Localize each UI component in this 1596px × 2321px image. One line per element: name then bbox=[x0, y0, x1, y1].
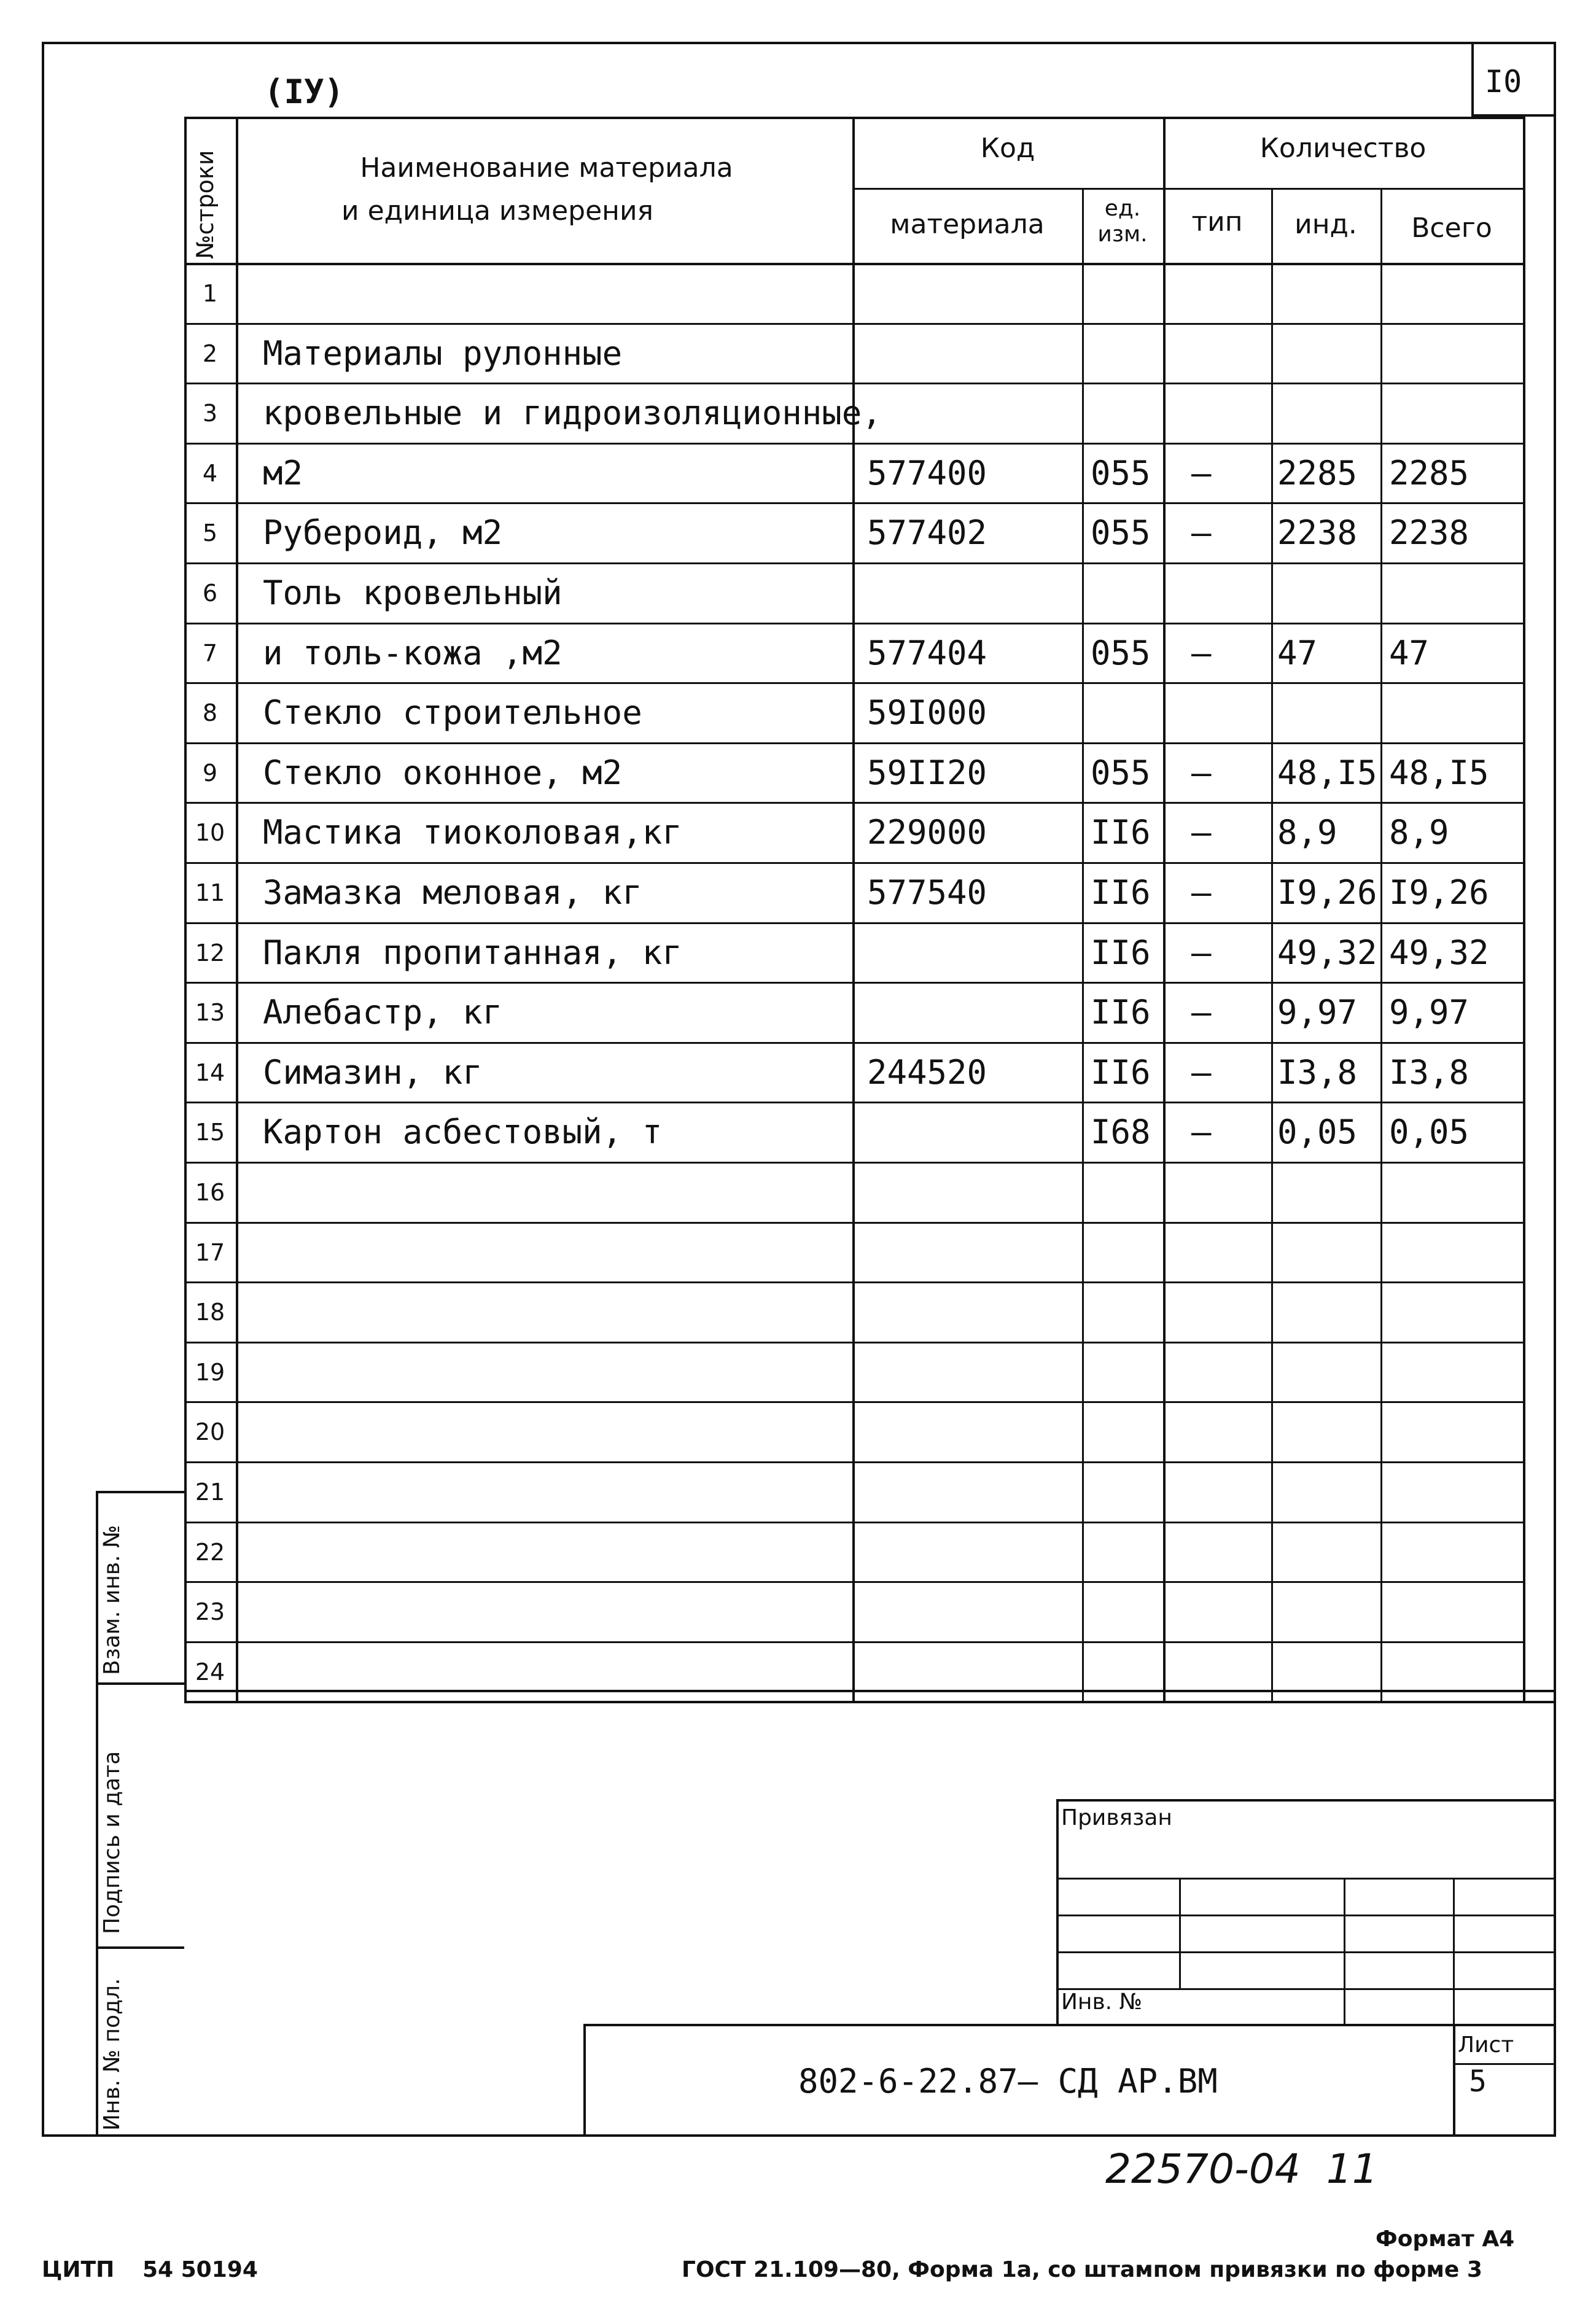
cell-code: 244520 bbox=[867, 1052, 987, 1092]
cell-ind: 2238 bbox=[1277, 513, 1358, 553]
row-number: 12 bbox=[195, 939, 225, 966]
cell-type: – bbox=[1191, 813, 1212, 852]
footer-org: ЦИТП bbox=[42, 2257, 115, 2282]
row-line-9 bbox=[184, 742, 1523, 744]
row-number: 1 bbox=[202, 280, 218, 307]
row-number: 20 bbox=[195, 1418, 225, 1446]
row-number: 15 bbox=[195, 1119, 225, 1146]
stamp-grid-v2 bbox=[1344, 1878, 1345, 2025]
header-ind: инд. bbox=[1294, 209, 1357, 240]
cell-unit: II6 bbox=[1091, 993, 1151, 1032]
cell-unit: 055 bbox=[1091, 513, 1151, 553]
stamp-grid-v3 bbox=[1453, 1878, 1455, 2025]
row-line-3 bbox=[184, 383, 1523, 384]
row-number: 2 bbox=[202, 340, 218, 367]
header-name-line1: Наименование материала bbox=[360, 152, 733, 184]
stamp-main-top bbox=[583, 2024, 1556, 2026]
col-line-5 bbox=[1271, 188, 1273, 1701]
row-line-18 bbox=[184, 1281, 1523, 1283]
cell-ind: I9,26 bbox=[1277, 873, 1377, 912]
stamp-sheet-label: Лист bbox=[1458, 2032, 1514, 2058]
stamp-privyazan: Привязан bbox=[1061, 1805, 1172, 1830]
row-line-15 bbox=[184, 1102, 1523, 1103]
row-line-7 bbox=[184, 623, 1523, 624]
header-unit-line1: ед. bbox=[1104, 196, 1141, 221]
row-number: 23 bbox=[195, 1598, 225, 1626]
cell-ind: 2285 bbox=[1277, 453, 1358, 492]
cell-name: Стекло оконное, м2 bbox=[263, 753, 623, 792]
cell-code: 577402 bbox=[867, 513, 987, 553]
side-divider-1 bbox=[96, 1491, 184, 1493]
cell-type: – bbox=[1191, 633, 1212, 672]
col-line-7 bbox=[1523, 117, 1525, 1701]
cell-total: 8,9 bbox=[1389, 813, 1449, 852]
sheet-top-label: (IУ) bbox=[264, 72, 345, 111]
col-line-1 bbox=[236, 117, 238, 1701]
cell-name: и толь-кожа ,м2 bbox=[263, 633, 562, 672]
cell-name: Картон асбестовый, т bbox=[263, 1113, 663, 1152]
cell-code: 59II20 bbox=[867, 753, 987, 792]
cell-total: 47 bbox=[1389, 633, 1430, 672]
stamp-sheet-number: 5 bbox=[1469, 2064, 1487, 2099]
cell-type: – bbox=[1191, 873, 1212, 912]
stamp-grid-h3 bbox=[1056, 1951, 1556, 1953]
cell-code: 229000 bbox=[867, 813, 987, 852]
row-number: 8 bbox=[202, 699, 218, 727]
footer-gost: ГОСТ 21.109—80, Форма 1а, со штампом привязки по форме 3 bbox=[682, 2257, 1482, 2282]
cell-name: Симазин, кг bbox=[263, 1052, 483, 1092]
row-number: 22 bbox=[195, 1538, 225, 1566]
stamp-inv-no: Инв. № bbox=[1061, 1989, 1143, 2015]
row-number: 16 bbox=[195, 1179, 225, 1206]
cell-total: 48,I5 bbox=[1389, 753, 1489, 792]
label-inv-podl: Инв. № подл. bbox=[99, 1978, 125, 2131]
row-line-14 bbox=[184, 1042, 1523, 1044]
cell-total: 2285 bbox=[1389, 453, 1469, 492]
cell-ind: 47 bbox=[1277, 633, 1318, 672]
header-quantity: Количество bbox=[1259, 133, 1427, 164]
cell-unit: II6 bbox=[1091, 873, 1151, 912]
cell-unit: II6 bbox=[1091, 933, 1151, 972]
cell-total: I3,8 bbox=[1389, 1052, 1469, 1092]
row-number: 21 bbox=[195, 1479, 225, 1506]
row-number: 17 bbox=[195, 1238, 225, 1266]
label-podpis-data: Подпись и дата bbox=[99, 1751, 125, 1934]
cell-code: 577404 bbox=[867, 633, 987, 672]
row-number: 14 bbox=[195, 1059, 225, 1086]
handwritten-number: 22570-04 11 bbox=[1105, 2145, 1378, 2193]
cell-unit: II6 bbox=[1091, 813, 1151, 852]
cell-total: 2238 bbox=[1389, 513, 1469, 553]
cell-code: 577400 bbox=[867, 453, 987, 492]
cell-total: 9,97 bbox=[1389, 993, 1469, 1032]
row-line-10 bbox=[184, 802, 1523, 804]
row-number: 10 bbox=[195, 819, 225, 847]
cell-total: I9,26 bbox=[1389, 873, 1489, 912]
header-code: Код bbox=[980, 133, 1035, 164]
cell-code: 59I000 bbox=[867, 693, 987, 733]
col-line-3 bbox=[1082, 188, 1084, 1701]
row-line-11 bbox=[184, 862, 1523, 864]
row-line-23 bbox=[184, 1581, 1523, 1583]
cell-unit: II6 bbox=[1091, 1052, 1151, 1092]
row-line-24 bbox=[184, 1641, 1523, 1643]
row-number: 18 bbox=[195, 1299, 225, 1326]
row-number: 7 bbox=[202, 639, 218, 667]
cell-name: Материалы рулонные bbox=[263, 333, 623, 373]
cell-type: – bbox=[1191, 513, 1212, 553]
row-line-4 bbox=[184, 443, 1523, 445]
header-name-line2: и единица измерения bbox=[341, 195, 654, 227]
row-number: 3 bbox=[202, 400, 218, 427]
row-number: 5 bbox=[202, 519, 218, 547]
stamp-designation: 802-6-22.87– СД АР.ВМ bbox=[798, 2062, 1218, 2101]
header-type: тип bbox=[1191, 206, 1243, 238]
stamp-privyazan-top bbox=[1056, 1799, 1556, 1802]
cell-type: – bbox=[1191, 753, 1212, 792]
cell-name: Замазка меловая, кг bbox=[263, 873, 642, 912]
cell-name: кровельные и гидроизоляционные, bbox=[263, 394, 882, 433]
header-material: материала bbox=[890, 209, 1045, 240]
cell-ind: 8,9 bbox=[1277, 813, 1337, 852]
row-number: 9 bbox=[202, 759, 218, 787]
col-line-4 bbox=[1163, 117, 1166, 1701]
header-mid-line bbox=[852, 188, 1523, 190]
row-line-16 bbox=[184, 1162, 1523, 1164]
cell-unit: 055 bbox=[1091, 753, 1151, 792]
stamp-top bbox=[184, 1690, 1556, 1692]
cell-ind: 48,I5 bbox=[1277, 753, 1377, 792]
cell-ind: 49,32 bbox=[1277, 933, 1377, 972]
cell-total: 0,05 bbox=[1389, 1113, 1469, 1152]
row-number: 4 bbox=[202, 459, 218, 487]
header-row-number: №строки bbox=[192, 150, 219, 259]
side-divider-2 bbox=[96, 1682, 184, 1685]
stamp-grid-h2 bbox=[1056, 1915, 1556, 1916]
row-line-20 bbox=[184, 1401, 1523, 1403]
stamp-grid-v1 bbox=[1179, 1878, 1181, 1988]
col-line-6 bbox=[1380, 188, 1382, 1701]
row-line-12 bbox=[184, 922, 1523, 924]
cell-type: – bbox=[1191, 933, 1212, 972]
row-line-8 bbox=[184, 682, 1523, 684]
row-line-6 bbox=[184, 562, 1523, 564]
side-divider-3 bbox=[96, 1946, 184, 1949]
cell-name: Стекло строительное bbox=[263, 693, 642, 733]
cell-type: – bbox=[1191, 1113, 1212, 1152]
cell-type: – bbox=[1191, 993, 1212, 1032]
stamp-sheet-left bbox=[1453, 2024, 1455, 2137]
footer-format: Формат А4 bbox=[1376, 2226, 1515, 2252]
cell-name: Пакля пропитанная, кг bbox=[263, 933, 682, 972]
footer-code: 54 50194 bbox=[142, 2257, 258, 2282]
row-line-5 bbox=[184, 502, 1523, 504]
page-number: I0 bbox=[1485, 64, 1522, 99]
row-number: 6 bbox=[202, 580, 218, 607]
row-line-13 bbox=[184, 982, 1523, 984]
side-column-left bbox=[96, 1491, 98, 2137]
cell-ind: I3,8 bbox=[1277, 1052, 1358, 1092]
cell-total: 49,32 bbox=[1389, 933, 1489, 972]
row-number: 24 bbox=[195, 1658, 225, 1685]
col-line-2 bbox=[852, 117, 855, 1701]
cell-type: – bbox=[1191, 1052, 1212, 1092]
row-line-2 bbox=[184, 323, 1523, 325]
stamp-privyazan-left bbox=[1056, 1799, 1059, 2026]
label-vzam-inv: Взам. инв. № bbox=[99, 1525, 125, 1675]
cell-unit: I68 bbox=[1091, 1113, 1151, 1152]
cell-name: Мастика тиоколовая,кг bbox=[263, 813, 682, 852]
row-line-22 bbox=[184, 1522, 1523, 1523]
cell-name: Рубероид, м2 bbox=[263, 513, 503, 553]
cell-ind: 0,05 bbox=[1277, 1113, 1358, 1152]
header-unit-line2: изм. bbox=[1097, 222, 1148, 247]
cell-name: м2 bbox=[263, 453, 303, 492]
row-number: 13 bbox=[195, 999, 225, 1027]
page-number-divider bbox=[1471, 42, 1474, 115]
cell-code: 577540 bbox=[867, 873, 987, 912]
row-line-17 bbox=[184, 1222, 1523, 1224]
row-line-19 bbox=[184, 1342, 1523, 1343]
cell-unit: 055 bbox=[1091, 633, 1151, 672]
row-number: 19 bbox=[195, 1358, 225, 1386]
stamp-grid-h1 bbox=[1056, 1878, 1556, 1880]
row-line-21 bbox=[184, 1461, 1523, 1463]
header-total: Всего bbox=[1411, 212, 1492, 244]
cell-name: Алебастр, кг bbox=[263, 993, 503, 1032]
stamp-main-left bbox=[583, 2024, 586, 2137]
cell-unit: 055 bbox=[1091, 453, 1151, 492]
cell-name: Толь кровельный bbox=[263, 573, 562, 612]
row-number: 11 bbox=[195, 879, 225, 906]
table-bottom-line bbox=[184, 1701, 1556, 1703]
cell-type: – bbox=[1191, 453, 1212, 492]
cell-ind: 9,97 bbox=[1277, 993, 1358, 1032]
